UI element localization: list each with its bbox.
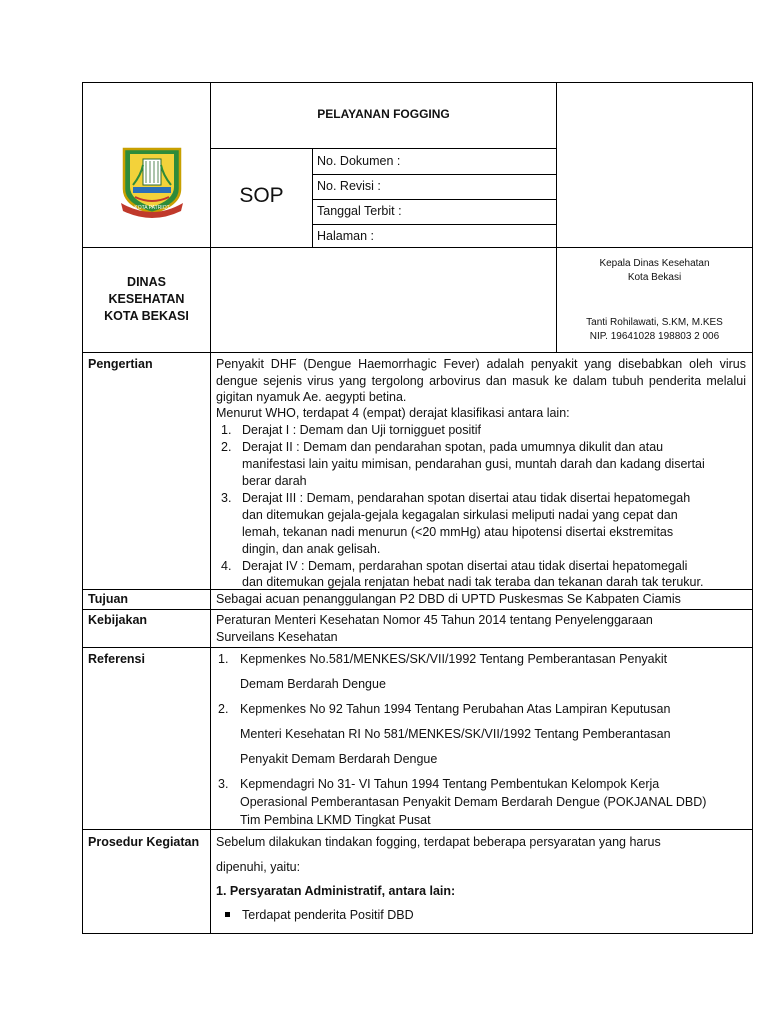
column-divider xyxy=(210,82,211,934)
sign-nip: NIP. 19641028 198803 2 006 xyxy=(589,331,720,342)
derajat-3-line-4: dingin, dan anak gelisah. xyxy=(242,542,381,556)
title-divider xyxy=(210,148,557,149)
header-bottom xyxy=(82,352,753,353)
derajat-2-line-1: Derajat II : Demam dan pendarahan spotan, pada umumnya dikulit dan atau xyxy=(242,440,664,454)
derajat-3-line-3: lemah, tekanan nadi menurun (<20 mmHg) atau hipotensi disertai ekstremitas xyxy=(242,525,674,539)
field-no-revisi: No. Revisi : xyxy=(317,179,381,193)
sign-title-1: Kepala Dinas Kesehatan xyxy=(599,258,710,269)
document-title: PELAYANAN FOGGING xyxy=(317,107,450,121)
derajat-2-line-3: berar darah xyxy=(242,474,307,488)
sign-name: Tanti Rohilawati, S.KM, M.KES xyxy=(586,317,723,328)
kebijakan-line-2: Surveilans Kesehatan xyxy=(216,630,338,644)
tujuan-text: Sebagai acuan penanggulangan P2 DBD di UPTD Puskesmas Se Kabpaten Ciamis xyxy=(216,592,681,606)
derajat-3-line-2: dan ditemukan gejala-gejala kegagalan sirkulasi meliputi nadai yang cepat dan xyxy=(242,508,678,522)
row-divider-kebijakan xyxy=(82,609,753,610)
field-tanggal-terbit: Tanggal Terbit : xyxy=(317,204,402,218)
label-kebijakan: Kebijakan xyxy=(88,613,148,627)
field-halaman: Halaman : xyxy=(317,229,374,243)
logo-banner-text: KOTA PATRIOT xyxy=(134,205,170,211)
referensi-3-line-1: Kepmendagri No 31- VI Tahun 1994 Tentang Pembentukan Kelompok Kerja xyxy=(240,777,660,791)
referensi-num-3: 3. xyxy=(218,777,229,791)
referensi-1-line-1: Kepmenkes No.581/MENKES/SK/VII/1992 Tentang Pemberantasan Penyakit xyxy=(240,652,668,666)
table-border-bottom xyxy=(82,933,753,934)
label-referensi: Referensi xyxy=(88,652,145,666)
referensi-num-1: 1. xyxy=(218,652,229,666)
prosedur-line-1: Sebelum dilakukan tindakan fogging, terdapat beberapa persyaratan yang harus xyxy=(216,835,661,849)
kebijakan-line-1: Peraturan Menteri Kesehatan Nomor 45 Tahun 2014 tentang Penyelenggaraan xyxy=(216,613,653,627)
table-border-top xyxy=(82,82,753,83)
prosedur-bullet-1: Terdapat penderita Positif DBD xyxy=(242,908,414,922)
field-divider-3 xyxy=(312,224,557,225)
referensi-1-line-2: Demam Berdarah Dengue xyxy=(240,677,386,691)
pengertian-who: Menurut WHO, terdapat 4 (empat) derajat klasifikasi antara lain: xyxy=(216,406,570,420)
bullet-icon xyxy=(225,912,230,917)
table-border-left xyxy=(82,82,83,934)
label-pengertian: Pengertian xyxy=(88,357,153,371)
row-divider-referensi xyxy=(82,647,753,648)
dinas-line-3: KOTA BEKASI xyxy=(104,309,189,323)
dinas-line-2: KESEHATAN xyxy=(108,292,185,306)
row-divider-prosedur xyxy=(82,829,753,830)
field-divider-2 xyxy=(312,199,557,200)
derajat-3-line-1: Derajat III : Demam, pendarahan spotan disertai atau tidak disertai hepatomegah xyxy=(242,491,691,505)
prosedur-heading: 1. Persyaratan Administratif, antara lain: xyxy=(216,884,456,898)
label-prosedur-kegiatan: Prosedur Kegiatan xyxy=(88,835,200,849)
referensi-3-line-3: Tim Pembina LKMD Tingkat Pusat xyxy=(240,813,431,827)
sop-divider xyxy=(312,148,313,247)
pengertian-intro: Penyakit DHF (Dengue Haemorrhagic Fever) adalah penyakit yang disebabkan oleh virus dengue sejenis virus yang tergolong arbovirus dan masuk ke dalam tubuh penderita melalui gigitan nyamuk Ae. aegypti betina. xyxy=(216,357,746,404)
table-border-right xyxy=(752,82,753,934)
field-divider-1 xyxy=(312,174,557,175)
derajat-1-line-1: Derajat I : Demam dan Uji tornigguet positif xyxy=(242,423,481,437)
derajat-4-line-2: dan ditemukan gejala renjatan hebat nadi tak teraba dan tekanan darah tak terukur. xyxy=(242,575,704,589)
sop-label: SOP xyxy=(239,184,284,207)
label-tujuan: Tujuan xyxy=(88,592,129,606)
derajat-num-3: 3. xyxy=(221,491,232,505)
header-right-divider xyxy=(556,82,557,352)
dinas-line-1: DINAS xyxy=(127,275,166,289)
referensi-2-line-2: Menteri Kesehatan RI No 581/MENKES/SK/VII/1992 Tentang Pemberantasan xyxy=(240,727,671,741)
derajat-2-line-2: manifestasi lain yaitu mimisan, pendarahan gusi, muntah darah dan kadang disertai xyxy=(242,457,705,471)
sign-title-2: Kota Bekasi xyxy=(627,272,682,283)
referensi-2-line-1: Kepmenkes No 92 Tahun 1994 Tentang Perubahan Atas Lampiran Keputusan xyxy=(240,702,671,716)
referensi-num-2: 2. xyxy=(218,702,229,716)
derajat-num-1: 1. xyxy=(221,423,232,437)
field-no-dokumen: No. Dokumen : xyxy=(317,154,401,168)
header-row-divider xyxy=(82,247,753,248)
derajat-4-line-1: Derajat IV : Demam, perdarahan spotan disertai atau tidak disertai hepatomegali xyxy=(242,559,688,573)
referensi-3-line-2: Operasional Pemberantasan Penyakit Demam Berdarah Dengue (POKJANAL DBD) xyxy=(240,795,707,809)
prosedur-line-2: dipenuhi, yaitu: xyxy=(216,860,301,874)
derajat-num-4: 4. xyxy=(221,559,232,573)
referensi-2-line-3: Penyakit Demam Berdarah Dengue xyxy=(240,752,438,766)
derajat-num-2: 2. xyxy=(221,440,232,454)
